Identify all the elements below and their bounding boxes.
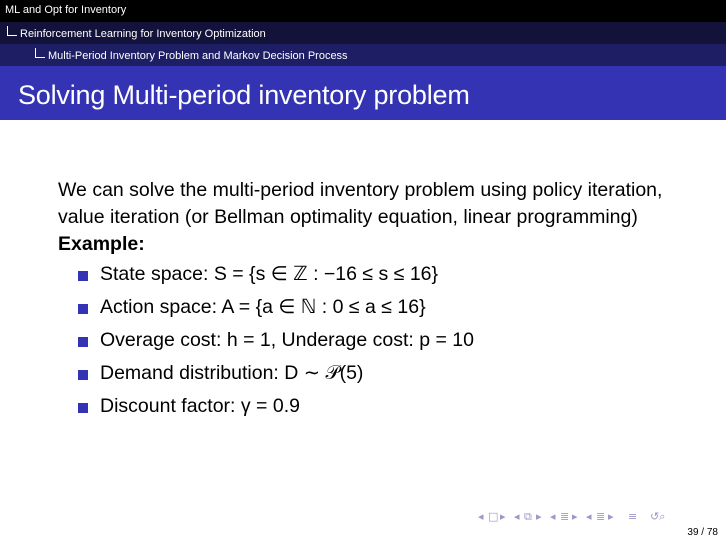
item-label: Discount factor: xyxy=(100,395,241,417)
nav-align-icon[interactable]: ≡ xyxy=(628,510,638,523)
nav-section-icon[interactable]: ≣ xyxy=(560,510,570,523)
slide-title-bar xyxy=(0,66,726,120)
slide-title: Solving Multi-period inventory problem xyxy=(18,80,470,110)
intro-text: We can solve the multi-period inventory problem using policy iteration, value iteration (or Bellman optimality equation, linear programming) xyxy=(58,179,663,228)
item-math: h = 1, Underage cost: p = 10 xyxy=(226,329,474,351)
list-item xyxy=(58,390,678,423)
item-math: S = {s ∈ ℤ : −16 ≤ s ≤ 16} xyxy=(213,263,439,285)
list-item xyxy=(58,324,678,357)
nav-frame-next-icon[interactable]: ▸ xyxy=(500,510,506,523)
nav-search-icon[interactable]: ↺⌕ xyxy=(650,510,666,523)
item-label: State space: xyxy=(100,263,214,285)
tree-branch-icon xyxy=(35,48,45,58)
nav-frame-icon[interactable]: □ xyxy=(488,510,499,523)
square-bullet-icon xyxy=(78,403,88,413)
item-label: Demand distribution: xyxy=(100,362,285,384)
nav-section-next-icon[interactable]: ▸ xyxy=(572,510,578,523)
slide-body xyxy=(58,177,678,423)
nav-part-next-icon[interactable]: ▸ xyxy=(608,510,614,523)
header-subsubsection[interactable] xyxy=(0,44,726,66)
nav-frame-prev-icon[interactable]: ◂ xyxy=(478,510,484,523)
header-section-label[interactable]: ML and Opt for Inventory xyxy=(5,4,127,16)
square-bullet-icon xyxy=(78,337,88,347)
item-math: D ∼ 𝒫(5) xyxy=(284,362,364,384)
item-label: Action space: xyxy=(100,296,222,318)
square-bullet-icon xyxy=(78,304,88,314)
page-number: 39 / 78 xyxy=(687,527,718,538)
item-math: A = {a ∈ ℕ : 0 ≤ a ≤ 16} xyxy=(221,296,426,318)
example-label: Example: xyxy=(58,233,145,255)
item-label: Overage cost: xyxy=(100,329,227,351)
nav-subsection-icon[interactable]: ⧉ xyxy=(524,510,532,523)
nav-part-icon[interactable]: ≣ xyxy=(596,510,606,523)
header-subsubsection-label[interactable]: Multi-Period Inventory Problem and Markov Decision Process xyxy=(48,50,348,62)
nav-part-prev-icon[interactable]: ◂ xyxy=(586,510,592,523)
item-list xyxy=(58,258,678,423)
nav-subsection-prev-icon[interactable]: ◂ xyxy=(514,510,520,523)
square-bullet-icon xyxy=(78,271,88,281)
header-subsection[interactable] xyxy=(0,22,726,44)
header-subsection-label[interactable]: Reinforcement Learning for Inventory Optimization xyxy=(20,28,266,40)
nav-section-prev-icon[interactable]: ◂ xyxy=(550,510,556,523)
square-bullet-icon xyxy=(78,370,88,380)
nav-subsection-next-icon[interactable]: ▸ xyxy=(536,510,542,523)
item-math: γ = 0.9 xyxy=(240,395,300,417)
list-item xyxy=(58,258,678,291)
list-item xyxy=(58,291,678,324)
navigation-bar xyxy=(478,510,718,526)
header-section[interactable] xyxy=(0,0,726,22)
list-item xyxy=(58,357,678,390)
tree-branch-icon xyxy=(7,26,17,36)
